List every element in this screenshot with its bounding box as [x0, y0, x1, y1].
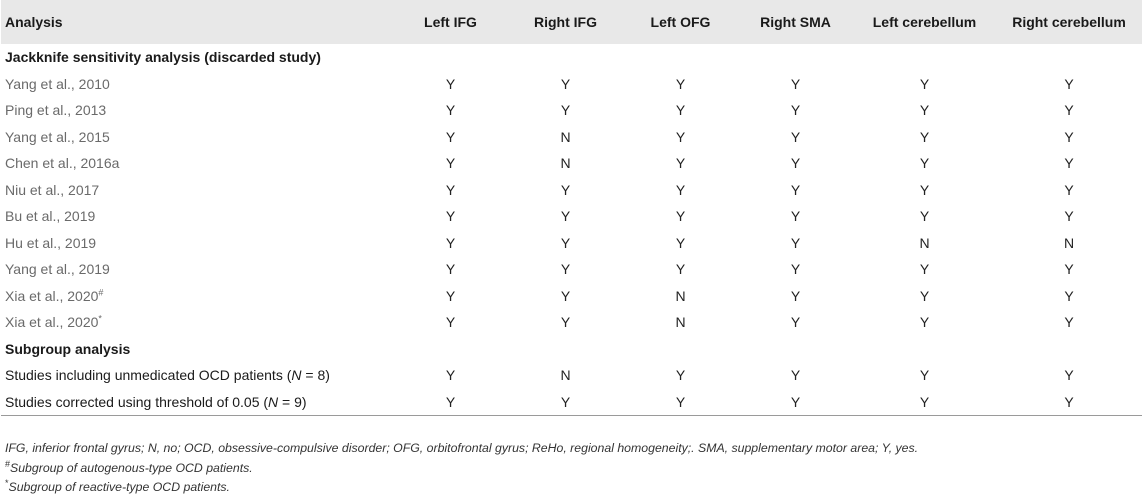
result-cell: Y [1064, 367, 1074, 384]
result-cell: Y [675, 261, 686, 278]
result-cell: Y [560, 314, 571, 331]
section-title: Jackknife sensitivity analysis (discarded study) [5, 49, 321, 66]
section-heading-subgroup [1, 336, 1142, 363]
result-cell: Y [445, 181, 456, 198]
result-cell: Y [445, 287, 456, 304]
result-cell: N [919, 234, 930, 251]
result-cell: Y [675, 367, 686, 384]
result-cell: Y [1064, 102, 1074, 119]
result-cell: Y [675, 208, 686, 225]
result-cell: Y [919, 128, 930, 145]
result-cell: Y [919, 208, 930, 225]
table-row [1, 124, 1142, 151]
study-name: Hu et al., 2019 [5, 234, 97, 251]
result-cell: Y [675, 102, 686, 119]
result-cell: Y [790, 367, 801, 384]
subgroup-label-pre: Studies corrected using threshold of 0.05 ( [5, 393, 269, 410]
result-cell: Y [560, 102, 571, 119]
header-right-cerebellum: Right cerebellum [1012, 14, 1126, 30]
study-label [1, 230, 393, 257]
result-cell: Y [675, 75, 686, 92]
study-name: Yang et al., 2019 [5, 261, 110, 278]
study-label [1, 71, 393, 98]
result-cell: Y [560, 208, 571, 225]
result-cell: N [1063, 234, 1075, 251]
subgroup-label-pre: Studies including unmedicated OCD patients ( [5, 367, 292, 384]
section-title: Subgroup analysis [5, 340, 131, 357]
result-cell: Y [790, 287, 801, 304]
result-cell: Y [560, 75, 571, 92]
table-row [1, 177, 1142, 204]
result-cell: Y [445, 261, 456, 278]
footnote-star-text: Subgroup of reactive-type OCD patients. [8, 480, 230, 494]
result-cell: Y [996, 389, 1142, 416]
result-cell: Y [790, 314, 801, 331]
study-footnote-mark: # [98, 287, 104, 298]
result-cell: N [560, 155, 571, 172]
table-row [1, 283, 1142, 310]
result-cell: Y [919, 367, 930, 384]
result-cell: Y [1064, 287, 1074, 304]
header-left-ifg: Left IFG [424, 14, 477, 30]
result-cell: Y [1064, 208, 1074, 225]
study-label [1, 203, 393, 230]
result-cell: Y [1064, 75, 1074, 92]
study-name: Bu et al., 2019 [5, 208, 96, 225]
result-cell: Y [675, 181, 686, 198]
footnote-hash-mark: # [5, 458, 11, 469]
header-right-ifg: Right IFG [534, 14, 597, 30]
footnote-hash [5, 459, 918, 479]
result-cell: Y [445, 102, 456, 119]
study-name: Yang et al., 2015 [5, 128, 110, 145]
study-label [1, 124, 393, 151]
result-cell: Y [919, 102, 930, 119]
study-label [1, 283, 393, 310]
result-cell: Y [675, 128, 686, 145]
study-label [1, 256, 393, 283]
result-cell: Y [790, 234, 801, 251]
study-label [1, 150, 393, 177]
result-cell: Y [560, 261, 571, 278]
result-cell: Y [919, 314, 930, 331]
result-cell: Y [919, 261, 930, 278]
result-cell: N [675, 314, 686, 331]
subgroup-label-post: = 9) [278, 393, 307, 410]
study-footnote-mark: * [98, 313, 102, 324]
result-cell: Y [445, 128, 456, 145]
study-name: Chen et al., 2016a [5, 155, 120, 172]
table-row [1, 71, 1142, 98]
result-cell: Y [675, 155, 686, 172]
result-cell: Y [445, 75, 456, 92]
result-cell: Y [738, 389, 853, 416]
result-cell: Y [560, 234, 571, 251]
result-cell: Y [560, 181, 571, 198]
result-cell: Y [790, 75, 801, 92]
result-cell: N [560, 128, 571, 145]
subgroup-label-post: = 8) [301, 367, 330, 384]
result-cell: Y [675, 234, 686, 251]
table-footnotes [5, 439, 918, 498]
footnote-star-mark: * [5, 477, 9, 488]
header-analysis: Analysis [5, 14, 63, 30]
table-row [1, 230, 1142, 257]
footnote-hash-text: Subgroup of autogenous-type OCD patients. [10, 460, 253, 475]
study-label [1, 309, 393, 336]
study-label [1, 177, 393, 204]
result-cell: Y [623, 389, 738, 416]
result-cell: Y [1064, 155, 1074, 172]
result-cell: Y [1064, 261, 1074, 278]
result-cell: Y [790, 102, 801, 119]
result-cell: Y [790, 155, 801, 172]
table-row [1, 203, 1142, 230]
result-cell: Y [919, 75, 930, 92]
result-cell: Y [508, 389, 623, 416]
result-cell: Y [1064, 128, 1074, 145]
section-heading-jackknife [1, 44, 1142, 71]
study-label [1, 97, 393, 124]
table-row [1, 97, 1142, 124]
result-cell: Y [393, 389, 508, 416]
study-name: Xia et al., 2020 [5, 314, 99, 331]
subgroup-n-variable: N [291, 367, 302, 384]
result-cell: N [560, 367, 571, 384]
result-cell: Y [1064, 181, 1074, 198]
results-table [1, 0, 1142, 416]
result-cell: Y [445, 314, 456, 331]
table-row [1, 256, 1142, 283]
study-name: Ping et al., 2013 [5, 102, 107, 119]
result-cell: Y [919, 287, 930, 304]
footnote-abbreviations: IFG, inferior frontal gyrus; N, no; OCD, obsessive-compulsive disorder; OFG, orbitofrontal gyrus; ReHo, regional homogeneity;. SMA, supplementary motor area; Y, yes. [5, 441, 919, 455]
result-cell: Y [445, 208, 456, 225]
footnote-star [5, 478, 918, 498]
header-left-cerebellum: Left cerebellum [872, 14, 977, 30]
result-cell: Y [919, 181, 930, 198]
result-cell: Y [1064, 314, 1074, 331]
header-right-sma: Right SMA [760, 14, 831, 30]
study-name: Niu et al., 2017 [5, 181, 100, 198]
table-row [1, 309, 1142, 336]
result-cell: Y [790, 208, 801, 225]
study-name: Xia et al., 2020 [5, 287, 99, 304]
result-cell: Y [790, 181, 801, 198]
subgroup-n-variable: N [268, 393, 279, 410]
subgroup-label [1, 389, 393, 416]
result-cell: Y [790, 128, 801, 145]
result-cell: Y [445, 234, 456, 251]
result-cell: Y [853, 389, 996, 416]
result-cell: N [675, 287, 686, 304]
study-name: Yang et al., 2010 [5, 75, 110, 92]
result-cell: Y [919, 155, 930, 172]
subgroup-label [1, 362, 393, 389]
table-row [1, 150, 1142, 177]
header-left-ofg: Left OFG [650, 14, 711, 30]
header-row [1, 0, 1142, 44]
result-cell: Y [790, 261, 801, 278]
result-cell: Y [445, 367, 456, 384]
result-cell: Y [445, 155, 456, 172]
result-cell: Y [560, 287, 571, 304]
table-row [1, 389, 1142, 416]
table-row [1, 362, 1142, 389]
